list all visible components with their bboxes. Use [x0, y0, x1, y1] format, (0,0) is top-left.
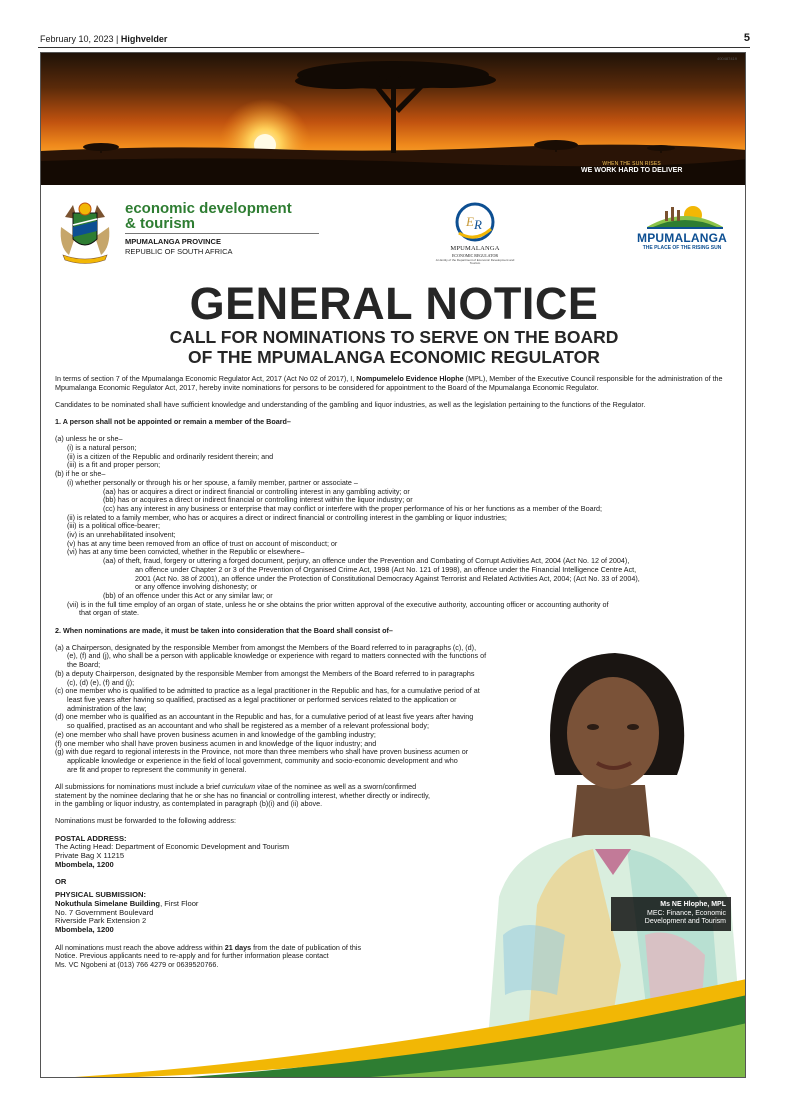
closing-paragraph: All nominations must reach the above address within 21 days from the date of publication of this Notice. Previous applicants need to re-apply and for further information please contact Ms. VC Ngobeni at (013) 766 4279 or 0639520766. — [55, 942, 362, 969]
section1-item: (bb) of an offence under this Act or any similar law; or — [103, 590, 273, 600]
province-name: MPUMALANGA — [637, 231, 727, 245]
section2-item: (e) one member who shall have proven business acumen in and knowledge of the gambling industry; — [55, 729, 376, 739]
postal-address: POSTAL ADDRESS: The Acting Head: Department of Economic Development and Tourism Private Bag X 11215 Mbombela, 1200 — [55, 833, 290, 870]
section1-item: (aa) has or acquires a direct or indirect financial or controlling interest in any gambling activity; or — [103, 486, 410, 496]
candidates-paragraph: Candidates to be nominated shall have sufficient knowledge and understanding of the gambling and liquor industries, as well as the legislation pertaining to the functions of the Regulator. — [55, 399, 646, 409]
section1-item: that organ of state. — [79, 608, 139, 618]
notice-subhead: CALL FOR NOMINATIONS TO SERVE ON THE BOARD OF THE MPUMALANGA ECONOMIC REGULATOR — [169, 327, 619, 367]
logos-row — [41, 185, 746, 285]
province-tagline: THE PLACE OF THE RISING SUN — [642, 245, 722, 251]
banner-slogan: WHEN THE SUN RISES WE WORK HARD TO DELIVER — [581, 161, 683, 174]
regulator-note: An Entity of the Department of Economic Development and Tourism — [435, 258, 515, 266]
section1-item: 2001 (Act No. 38 of 2001), an offence under the Protection of Constitutional Democracy Against Terrorist and Related Activities Act, 2004; (Act No. 33 of 2004), — [135, 573, 640, 583]
department-title: economic development & tourism — [125, 200, 292, 232]
caption-role: Development and Tourism — [644, 918, 726, 926]
forward-line: Nominations must be forwarded to the following address: — [55, 816, 236, 826]
regulator-subname: ECONOMIC REGULATOR — [451, 253, 499, 258]
masthead-rule — [38, 47, 750, 48]
province-logo-icon — [647, 201, 723, 229]
section2-heading: 2. When nominations are made, it must be taken into consideration that the Board shall consist of– — [55, 625, 393, 635]
section1-item: (iv) is an unrehabilitated insolvent; — [67, 530, 176, 540]
section1-item: (vi) has at any time been convicted, whether in the Republic or elsewhere– — [67, 547, 305, 557]
section2-item: (c) one member who is qualified to be admitted to practice as a legal practitioner in the Republic and has, for a cumulative period of at — [55, 686, 480, 696]
section1-item: (ii) is related to a family member, who has or acquires a direct or indirect financial or controlling interest in the gambling or liquor industries; — [67, 512, 507, 522]
notice-headline: GENERAL NOTICE — [189, 278, 599, 329]
sunset-banner — [41, 53, 746, 185]
section1-item: (i) whether personally or through his or her spouse, a family member, partner or associate – — [67, 477, 358, 487]
advertisement — [40, 52, 746, 1078]
physical-address: PHYSICAL SUBMISSION: Nokuthula Simelane Building, First Floor No. 7 Government Boulevard Riverside Park Extension 2 Mbombela, 1200 — [55, 890, 199, 935]
section2-item: so qualified, practised as an accountant and who shall be registered as a member of a relevant professional body; — [67, 721, 429, 731]
regulator-name: MPUMALANGA — [450, 245, 500, 252]
section2-item: (d) one member who is qualified as an accountant in the Republic and has, for a cumulative period of at least five years after having — [55, 712, 474, 722]
section1-item: (iii) is a political office-bearer; — [67, 521, 160, 531]
section1-item: (a) unless he or she– — [55, 434, 123, 444]
green-swoosh-graphic — [41, 973, 746, 1078]
coat-of-arms-icon — [55, 197, 115, 265]
submissions-paragraph: All submissions for nominations must include a brief curriculum vitae of the nominee as well as a sworn/confirmed statement by the nominee declaring that he or she has no financial or controlling interest, whether directly or indirectly, in the gambling or liquor industry, as contemplated in paragraph (b)(i) and (ii) above. — [55, 781, 431, 809]
section1-item: (vii) is in the full time employ of an organ of state, unless he or she obtains the prior written approval of the executive authority, accounting officer or accounting authority of — [67, 599, 609, 609]
section1-item: (i) is a natural person; — [67, 443, 137, 453]
section1-item: (iii) is a fit and proper person; — [67, 460, 161, 470]
section2-list — [55, 644, 511, 775]
section2-item: the Board; — [67, 660, 101, 670]
section1-heading: 1. A person shall not be appointed or remain a member of the Board– — [55, 417, 291, 427]
masthead-date: February 10, 2023 — [40, 34, 114, 44]
svg-text:R: R — [474, 217, 482, 232]
masthead-paper: Highvelder — [120, 34, 168, 44]
department-rule — [125, 233, 319, 234]
caption-name: Ms NE Hlophe, MPL — [660, 901, 726, 908]
section2-item: (g) with due regard to regional interests in the Province, not more than three members who shall have proven business acumen or — [55, 747, 469, 757]
section2-item: (a) a Chairperson, designated by the responsible Member from amongst the Members of the Board referred to in paragraphs (c), (d), — [55, 642, 477, 652]
section1-item: (ii) is a citizen of the Republic and ordinarily resident therein; and — [67, 451, 274, 461]
caption-role: MEC: Finance, Economic — [647, 909, 726, 917]
section1-item: (bb) has or acquires a direct or indirect financial or controlling interest within the liquor industry; or — [103, 495, 413, 505]
or-separator: OR — [55, 877, 67, 887]
section1-item: (v) has at any time been removed from an office of trust on account of misconduct; or — [67, 538, 338, 548]
svg-text:E: E — [466, 214, 474, 229]
section2-item: least five years after having so qualified, practised as a legal practitioner or performed services related to the application or — [67, 695, 457, 704]
ad-code: 400487419 — [716, 56, 737, 61]
section2-item: (f) one member who shall have proven business acumen in and knowledge of the liquor industry; and — [55, 738, 377, 748]
masthead-dateline: February 10, 2023 | Highvelder — [40, 34, 168, 44]
department-country: REPUBLIC OF SOUTH AFRICA — [125, 247, 233, 256]
section1-item: or any offence involving dishonesty; or — [135, 582, 258, 592]
section2-item: administration of the law; — [67, 703, 147, 713]
department-province: MPUMALANGA PROVINCE — [125, 237, 221, 246]
section2-item: (b) a deputy Chairperson, designated by the responsible Member from amongst the Members of the Board referred to in paragraphs — [55, 668, 475, 678]
page-number: 5 — [743, 32, 750, 44]
newspaper-masthead — [38, 34, 750, 48]
section2-item: (e), (f) and (j), who shall be a person with applicable knowledge or experience with regard to matters connected with the functions of — [67, 651, 487, 661]
section1-item: (b) if he or she– — [55, 469, 106, 479]
section1-item: (aa) of theft, fraud, forgery or uttering a forged document, perjury, an offence under the Prevention and Combating of Corrupt Activities Act, 2004 (Act No. 12 of 2004), — [103, 556, 630, 566]
regulator-emblem-icon — [447, 199, 503, 245]
section2-item: applicable knowledge or experience in the field of local government, community and socio-economic development and who — [67, 755, 458, 765]
acacia-tree — [295, 61, 496, 153]
section1-item: (cc) has any interest in any business or enterprise that may conflict or interfere with the proper performance of his or her functions as a member of the Board; — [103, 503, 602, 513]
portrait-caption — [611, 897, 731, 931]
section1-item: an offence under Chapter 2 or 3 of the Prevention of Organised Crime Act, 1998 (Act No. 121 of 1998), an offence under the Financial Intelligence Centre Act, — [135, 564, 637, 574]
section2-item: (c), (d) (e), (f) and (j); — [67, 677, 135, 687]
section2-item: are fit and proper to represent the community in general. — [67, 764, 247, 774]
intro-paragraph: In terms of section 7 of the Mpumalanga Economic Regulator Act, 2017 (Act No 02 of 2017), I, Nompumelelo Evidence Hlophe (MPL), Member of the Executive Council responsible for the administration of the Mpumalanga Economic Regulator Act, 2017, hereby invite nominations for persons to be considered for appointment to the Board of the Mpumalanga Economic Regulator. — [55, 374, 723, 392]
